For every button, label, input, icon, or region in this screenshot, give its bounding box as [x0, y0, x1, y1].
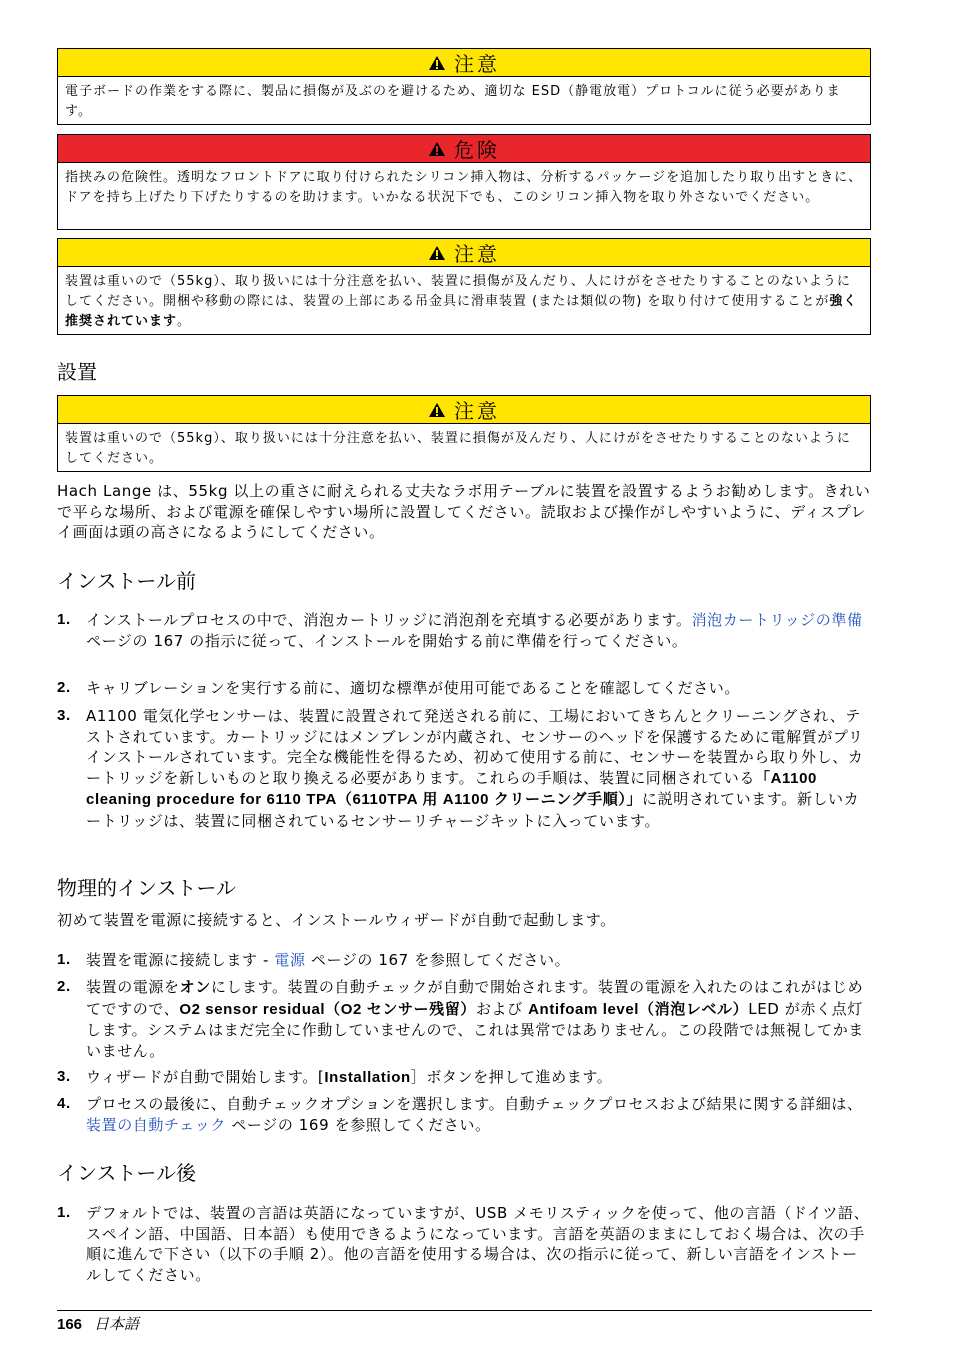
list-text — [86, 977, 872, 1061]
caution-text — [58, 267, 870, 339]
caution-header — [58, 239, 870, 267]
link-antifoam-cartridge[interactable]: 消泡カートリッジの準備 — [691, 611, 863, 629]
list-text-main: ウィザードが自動で開始します。[ — [86, 1068, 325, 1086]
list-text-part: LED が赤く点灯します。システムはまだ完全に作動していませんので、これは異常ではありません。この段階では無視してかまいません。 — [86, 999, 864, 1060]
bold-term-o2-residual: O2 sensor residual（O2 センサー残留） — [179, 1000, 476, 1018]
list-item — [57, 610, 872, 672]
danger-title: 危険 — [454, 138, 500, 162]
list-text-end: ］ボタンを押して進めます。 — [410, 1068, 613, 1086]
list-item — [57, 706, 872, 851]
link-power[interactable]: 電源 — [274, 951, 306, 969]
list-text-end: に説明されています。新しいカートリッジは、装置に同梱されているセンサーリチャージキットに入っています。 — [86, 790, 860, 830]
section-heading-post-install: インストール後 — [57, 1161, 196, 1185]
list-number: 1. — [57, 951, 71, 968]
warning-triangle-icon — [428, 402, 446, 418]
bold-term-on: オン — [179, 979, 211, 996]
bold-term-installation: Installation — [324, 1069, 411, 1086]
list-number: 1. — [57, 611, 71, 628]
list-text — [86, 950, 872, 971]
list-text-end: ページの 169 を参照してください。 — [225, 1115, 491, 1134]
page-footer — [57, 1313, 139, 1334]
footer-divider — [57, 1310, 872, 1311]
caution-title: 注意 — [454, 52, 500, 76]
list-text: キャリブレーションを実行する前に、適切な標準が使用可能であることを確認してください。 — [86, 679, 741, 697]
danger-text: 指挟みの危険性。透明なフロントドアに取り付けられたシリコン挿入物は、分析するパッケージを追加したり取り出すときに、ドアを持ち上げたり下げたりするのを助けます。いかなる状況下でも、このシリコン挿入物を取り外さないでください。 — [65, 170, 863, 205]
list-number: 1. — [57, 1204, 71, 1221]
link-auto-check[interactable]: 装置の自動チェック — [86, 1115, 226, 1134]
list-text — [86, 706, 872, 831]
caution-text: 装置は重いので（55kg）、取り扱いには十分注意を払い、装置に損傷が及んだり、人にけがをさせたりすることのないようにしてください。 — [65, 431, 851, 466]
list-text-end: ページの 167 の指示に従って、インストールを開始する前に準備を行ってください。 — [86, 631, 688, 650]
install-intro: Hach Lange は、55kg 以上の重さに耐えられる丈夫なラボ用テーブルに装置を設置するようお勧めします。きれいで平らな場所、および電源を確保しやすい場所に設置してください。読取および操作がしやすいように、ディスプレイ画面は頭の高さになるようにしてください。 — [57, 482, 871, 541]
bold-term-antifoam-level: Antifoam level（消泡レベル） — [528, 1000, 749, 1018]
warning-triangle-icon — [428, 55, 446, 71]
list-text — [86, 610, 872, 651]
list-text-main: プロセスの最後に、自動チェックオプションを選択します。自動チェックプロセスおよび結果に関する詳細は、 — [86, 1095, 863, 1113]
list-text-end: ページの 167 を参照してください。 — [305, 951, 571, 969]
document-title-bold: 「A1100 cleaning procedure for 6110 TPA（6110TPA 用 A1100 クリーニング手順）」 — [86, 769, 817, 808]
list-number: 2. — [57, 679, 71, 696]
caution-box-install — [57, 395, 871, 472]
list-number: 3. — [57, 707, 71, 724]
list-text — [86, 1067, 872, 1089]
list-item — [57, 1094, 872, 1136]
list-number: 3. — [57, 1068, 71, 1085]
footer-language: 日本語 — [94, 1315, 140, 1333]
caution-text: 電子ボードの作業をする際に、製品に損傷が及ぶのを避けるため、適切な ESD（静電放電）プロトコルに従う必要があります。 — [65, 84, 841, 119]
caution-text-end: 。 — [177, 314, 192, 329]
list-text-main: インストールプロセスの中で、消泡カートリッジに消泡剤を充填する必要があります。 — [86, 611, 692, 629]
caution-header — [58, 396, 870, 424]
list-number: 4. — [57, 1095, 71, 1112]
list-item — [57, 1203, 872, 1287]
caution-header — [58, 49, 870, 77]
list-text-part: にします。装置の自動チェックが自動で開始されます。装置の電源を入れたのはこれがはじめてですので、 — [86, 978, 864, 1018]
caution-box-esd — [57, 48, 871, 125]
list-text — [86, 1094, 872, 1135]
list-item — [57, 950, 872, 972]
list-item — [57, 1067, 872, 1089]
warning-triangle-icon — [428, 141, 446, 157]
list-item — [57, 977, 872, 1061]
warning-triangle-icon — [428, 245, 446, 261]
page-number: 166 — [57, 1316, 83, 1333]
caution-text-bold: 強く推奨されています — [65, 294, 858, 329]
caution-title: 注意 — [454, 399, 500, 423]
list-text-main: A1100 電気化学センサーは、装置に設置されて発送される前に、工場においてきちんとクリーニングされ、テストされています。カートリッジにはメンブレンが内蔵され、センサーのヘッドを保護するために電解質がプリインストールされています。完全な機能性を得るため、初めて使用する前に、センサーを装置から取り外し、カートリッジを新しいものと取り換える必要があります。これらの手順は、装置に同梱されている — [86, 707, 864, 787]
caution-text-main: 装置は重いので（55kg）、取り扱いには十分注意を払い、装置に損傷が及んだり、人にけがをさせたりすることのないようにしてください。開梱や移動の際には、装置の上部にある吊金具に滑車装置 (または類似の物) を取り付けて使用することが — [65, 274, 851, 309]
caution-box-weight — [57, 238, 871, 335]
list-number: 2. — [57, 978, 71, 995]
section-heading-physical-install: 物理的インストール — [57, 876, 236, 900]
danger-box-pinch — [57, 134, 871, 230]
list-text: デフォルトでは、装置の言語は英語になっていますが、USB メモリスティックを使って、他の言語（ドイツ語、スペイン語、中国語、日本語）も使用できるようになっています。言語を英語のままにしておく場合は、次の手順に進んで下さい（以下の手順 2）。他の言語を使用する場合は、次の指示に従って、新しい言語をインストールしてください。 — [86, 1204, 870, 1284]
list-item — [57, 678, 872, 700]
list-text-part: 装置の電源を — [86, 978, 180, 996]
caution-title: 注意 — [454, 242, 500, 266]
list-text-main: 装置を電源に接続します - — [86, 951, 275, 969]
section-heading-install: 設置 — [57, 360, 97, 384]
section-heading-pre-install: インストール前 — [57, 569, 196, 593]
physical-intro: 初めて装置を電源に接続すると、インストールウィザードが自動で起動します。 — [57, 911, 616, 929]
list-text-part: および — [475, 999, 529, 1018]
danger-header — [58, 135, 870, 163]
